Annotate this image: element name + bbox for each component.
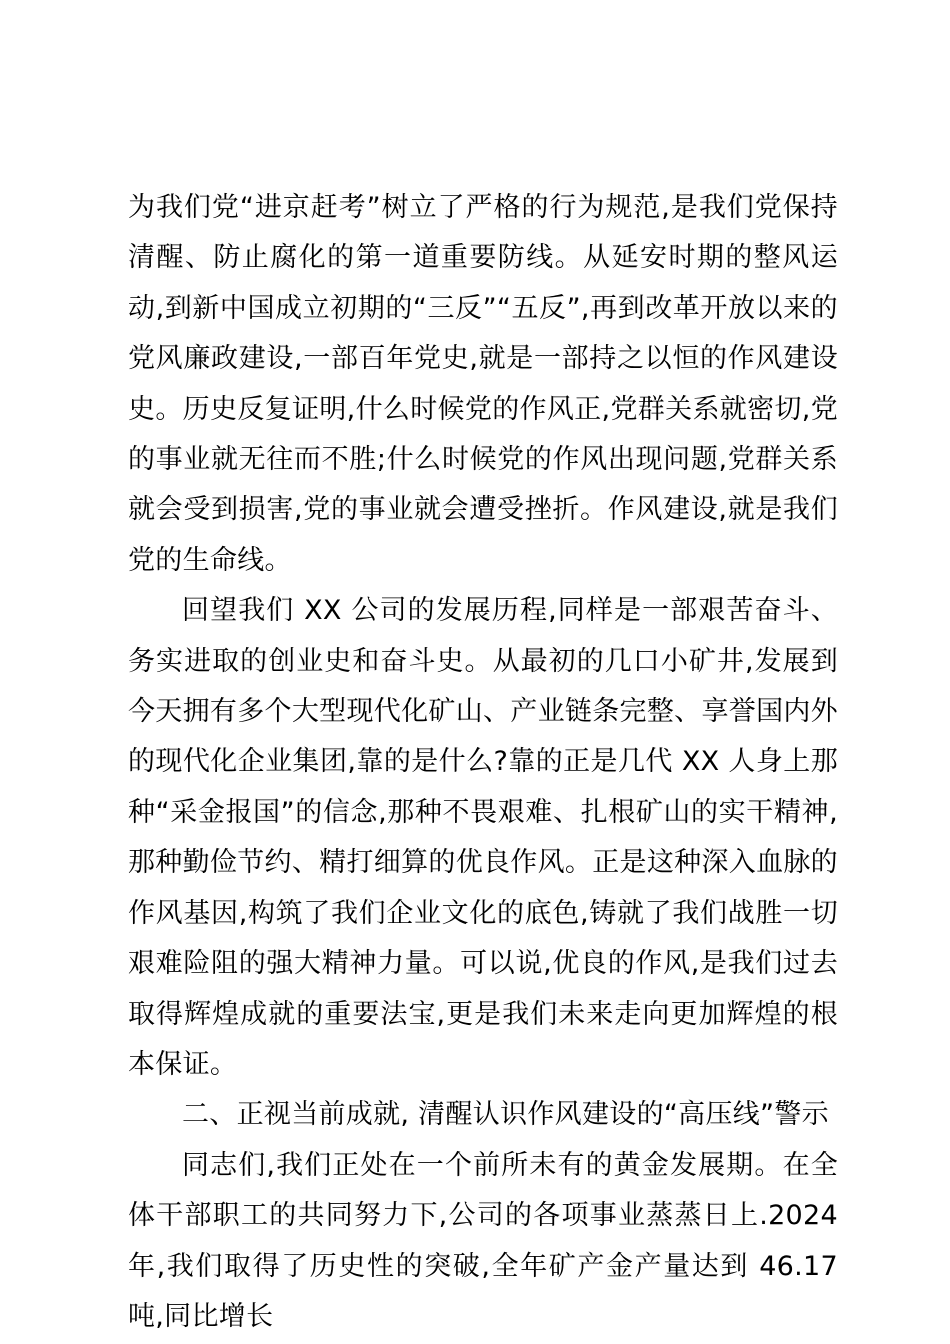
- paragraph-current-achievements: 同志们,我们正处在一个前所未有的黄金发展期。在全体干部职工的共同努力下,公司的各项事业蒸蒸日上.2024 年,我们取得了历史性的突破,全年矿产金产量达到 46.17 吨,同比增长: [128, 1149, 838, 1332]
- document-body: [128, 183, 838, 1342]
- paragraph-party-history: 为我们党“进京赶考”树立了严格的行为规范,是我们党保持清醒、防止腐化的第一道重要防线。从延安时期的整风运动,到新中国成立初期的“三反”“五反”,再到改革开放以来的党风廉政建设,一部百年党史,就是一部持之以恒的作风建设史。历史反复证明,什么时候党的作风正,党群关系就密切,党的事业就无往而不胜;什么时候党的作风出现问题,党群关系就会受到损害,党的事业就会遭受挫折。作风建设,就是我们党的生命线。: [128, 192, 838, 576]
- paragraph-company-history: 回望我们 XX 公司的发展历程,同样是一部艰苦奋斗、务实进取的创业史和奋斗史。从最初的几口小矿井,发展到今天拥有多个大型现代化矿山、产业链条完整、享誉国内外的现代化企业集团,靠的是什么?靠的正是几代 XX 人身上那种“采金报国”的信念,那种不畏艰难、扎根矿山的实干精神,那种勤俭节约、精打细算的优良作风。正是这种深入血脉的作风基因,构筑了我们企业文化的底色,铸就了我们战胜一切艰难险阻的强大精神力量。可以说,优良的作风,是我们过去取得辉煌成就的重要法宝,更是我们未来走向更加辉煌的根本保证。: [128, 595, 838, 1080]
- section-heading-two: 二、正视当前成就, 清醒认识作风建设的“高压线”警示: [182, 1099, 829, 1131]
